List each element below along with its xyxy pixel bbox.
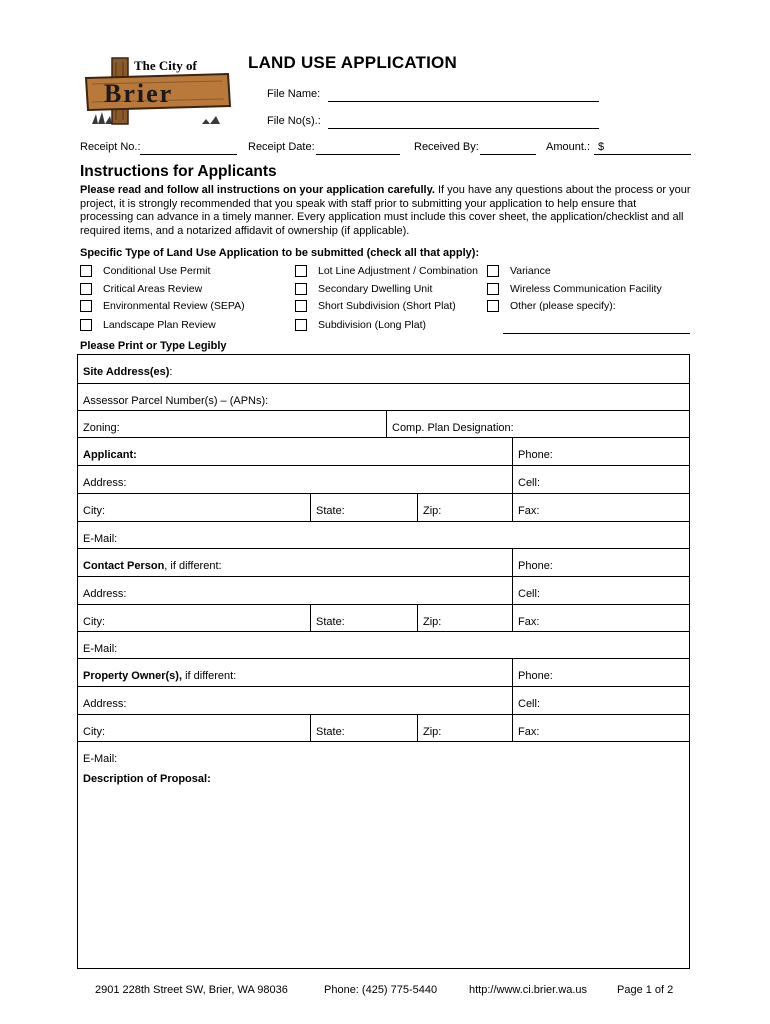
- checkbox-label: Subdivision (Long Plat): [318, 319, 426, 331]
- file-name-label: File Name:: [267, 88, 321, 100]
- application-types-heading: Specific Type of Land Use Application to be submitted (check all that apply):: [80, 247, 480, 259]
- site-address-row[interactable]: [78, 355, 689, 384]
- footer-website-link[interactable]: http://www.ci.brier.wa.us: [469, 984, 587, 996]
- receipt-no-field[interactable]: [140, 142, 237, 155]
- applicant-email-label: E-Mail:: [83, 533, 118, 545]
- owner-state-label: State:: [310, 715, 417, 741]
- checkbox-lot-line-adjustment[interactable]: [295, 265, 478, 277]
- apn-label: Assessor Parcel Number(s) – (APNs):: [83, 395, 269, 407]
- checkbox-label: Landscape Plan Review: [103, 319, 216, 331]
- contact-email-label: E-Mail:: [83, 643, 118, 655]
- apn-row[interactable]: [78, 384, 689, 411]
- checkbox-label: Short Subdivision (Short Plat): [318, 300, 456, 312]
- receipt-date-label: Receipt Date:: [248, 141, 315, 153]
- checkbox-box[interactable]: [295, 319, 307, 331]
- applicant-address-row[interactable]: [78, 466, 689, 494]
- checkbox-label: Critical Areas Review: [103, 283, 203, 295]
- checkbox-label: Lot Line Adjustment / Combination: [318, 265, 478, 277]
- instructions-heading: Instructions for Applicants: [80, 163, 277, 180]
- applicant-label: Applicant:: [83, 449, 137, 461]
- contact-address-label: Address:: [83, 588, 127, 600]
- checkbox-variance[interactable]: [487, 265, 551, 277]
- site-address-colon: :: [169, 366, 173, 378]
- checkbox-label: Conditional Use Permit: [103, 265, 211, 277]
- description-label: Description of Proposal:: [83, 773, 211, 785]
- zoning-row[interactable]: [78, 411, 689, 438]
- other-specify-field[interactable]: [503, 321, 690, 334]
- checkbox-environmental-review[interactable]: [80, 300, 245, 312]
- applicant-state-label: State:: [310, 494, 417, 521]
- checkbox-secondary-dwelling-unit[interactable]: [295, 283, 432, 295]
- description-of-proposal-area[interactable]: [78, 771, 689, 968]
- checkbox-label: Wireless Communication Facility: [510, 283, 662, 295]
- checkbox-subdivision-long-plat[interactable]: [295, 319, 426, 331]
- footer-address: 2901 228th Street SW, Brier, WA 98036: [95, 984, 288, 996]
- contact-email-row[interactable]: [78, 632, 689, 659]
- checkbox-box[interactable]: [80, 283, 92, 295]
- print-legibly-note: Please Print or Type Legibly: [80, 340, 227, 352]
- contact-phone-label: Phone:: [512, 549, 689, 576]
- checkbox-label: Environmental Review (SEPA): [103, 300, 245, 312]
- applicant-phone-label: Phone:: [512, 438, 689, 465]
- owner-city-label: City:: [83, 726, 105, 738]
- applicant-city-row[interactable]: [78, 494, 689, 522]
- owner-zip-label: Zip:: [417, 715, 512, 741]
- applicant-email-row[interactable]: [78, 522, 689, 549]
- checkbox-other[interactable]: [487, 300, 616, 312]
- instructions-lead: Please read and follow all instructions on your application carefully.: [80, 184, 435, 196]
- checkbox-critical-areas-review[interactable]: [80, 283, 202, 295]
- owner-address-row[interactable]: [78, 687, 689, 715]
- applicant-city-label: City:: [83, 505, 105, 517]
- contact-person-suffix: , if different:: [164, 560, 222, 572]
- contact-city-label: City:: [83, 616, 105, 628]
- receipt-date-field[interactable]: [316, 142, 400, 155]
- contact-person-label: Contact Person: [83, 560, 165, 572]
- property-owner-label: Property Owner(s),: [83, 670, 183, 682]
- checkbox-box[interactable]: [80, 319, 92, 331]
- checkbox-box[interactable]: [487, 300, 499, 312]
- logo-top-text: The City of: [134, 58, 197, 73]
- received-by-label: Received By:: [414, 141, 479, 153]
- checkbox-box[interactable]: [295, 283, 307, 295]
- checkbox-landscape-plan-review[interactable]: [80, 319, 216, 331]
- checkbox-box[interactable]: [295, 300, 307, 312]
- file-nos-field[interactable]: [328, 116, 599, 129]
- receipt-no-label: Receipt No.:: [80, 141, 141, 153]
- contact-zip-label: Zip:: [417, 605, 512, 631]
- owner-cell-label: Cell:: [512, 687, 689, 714]
- comp-plan-label: Comp. Plan Designation:: [386, 411, 689, 437]
- logo-main-text: Brier: [104, 79, 174, 108]
- file-name-field[interactable]: [328, 89, 599, 102]
- amount-field[interactable]: [594, 142, 691, 155]
- footer-phone: Phone: (425) 775-5440: [324, 984, 438, 996]
- contact-city-row[interactable]: [78, 605, 689, 632]
- checkbox-box[interactable]: [80, 300, 92, 312]
- applicant-row[interactable]: [78, 438, 689, 466]
- owner-city-row[interactable]: [78, 715, 689, 742]
- amount-label: Amount.:: [546, 141, 591, 153]
- applicant-cell-label: Cell:: [512, 466, 689, 493]
- contact-fax-label: Fax:: [512, 605, 689, 631]
- received-by-field[interactable]: [480, 142, 536, 155]
- property-owner-cell[interactable]: [78, 659, 512, 686]
- contact-person-cell[interactable]: [78, 549, 512, 576]
- instructions-paragraph: [80, 184, 692, 238]
- checkbox-label: Variance: [510, 265, 551, 277]
- site-address-cell[interactable]: [78, 355, 689, 383]
- instructions-body: If you have any questions about the process or your project, it is strongly recommended that you speak with staff prior to submitting your application to help ensure that processing can advance in a timely manner. Every application must include this cover sheet, the application/checklist and all required items, and a notarized affidavit of ownership (if applicable).: [80, 184, 691, 237]
- checkbox-box[interactable]: [487, 265, 499, 277]
- checkbox-box[interactable]: [487, 283, 499, 295]
- owner-email-label: E-Mail:: [83, 753, 118, 765]
- file-nos-label: File No(s).:: [267, 115, 321, 127]
- currency-symbol: $: [598, 141, 605, 153]
- footer-page-number: Page 1 of 2: [617, 984, 674, 996]
- applicant-address-label: Address:: [83, 477, 127, 489]
- contact-address-row[interactable]: [78, 577, 689, 605]
- checkbox-wireless-communication[interactable]: [487, 283, 662, 295]
- checkbox-conditional-use-permit[interactable]: [80, 265, 210, 277]
- applicant-zip-label: Zip:: [417, 494, 512, 521]
- page-title: LAND USE APPLICATION: [248, 53, 457, 72]
- checkbox-label: Secondary Dwelling Unit: [318, 283, 433, 295]
- owner-address-label: Address:: [83, 698, 127, 710]
- application-form-grid: [77, 354, 690, 969]
- city-of-brier-logo: [82, 50, 232, 128]
- site-address-label: Site Address(es): [83, 366, 170, 378]
- owner-fax-label: Fax:: [512, 715, 689, 741]
- property-owner-row[interactable]: [78, 659, 689, 687]
- contact-state-label: State:: [310, 605, 417, 631]
- owner-email-row[interactable]: [78, 742, 689, 771]
- owner-phone-label: Phone:: [512, 659, 689, 686]
- zoning-label: Zoning:: [83, 422, 120, 434]
- checkbox-box[interactable]: [80, 265, 92, 277]
- checkbox-box[interactable]: [295, 265, 307, 277]
- contact-cell-label: Cell:: [512, 577, 689, 604]
- contact-person-row[interactable]: [78, 549, 689, 577]
- property-owner-suffix: if different:: [182, 670, 237, 682]
- applicant-fax-label: Fax:: [512, 494, 689, 521]
- checkbox-label: Other (please specify):: [510, 300, 616, 312]
- checkbox-short-subdivision[interactable]: [295, 300, 456, 312]
